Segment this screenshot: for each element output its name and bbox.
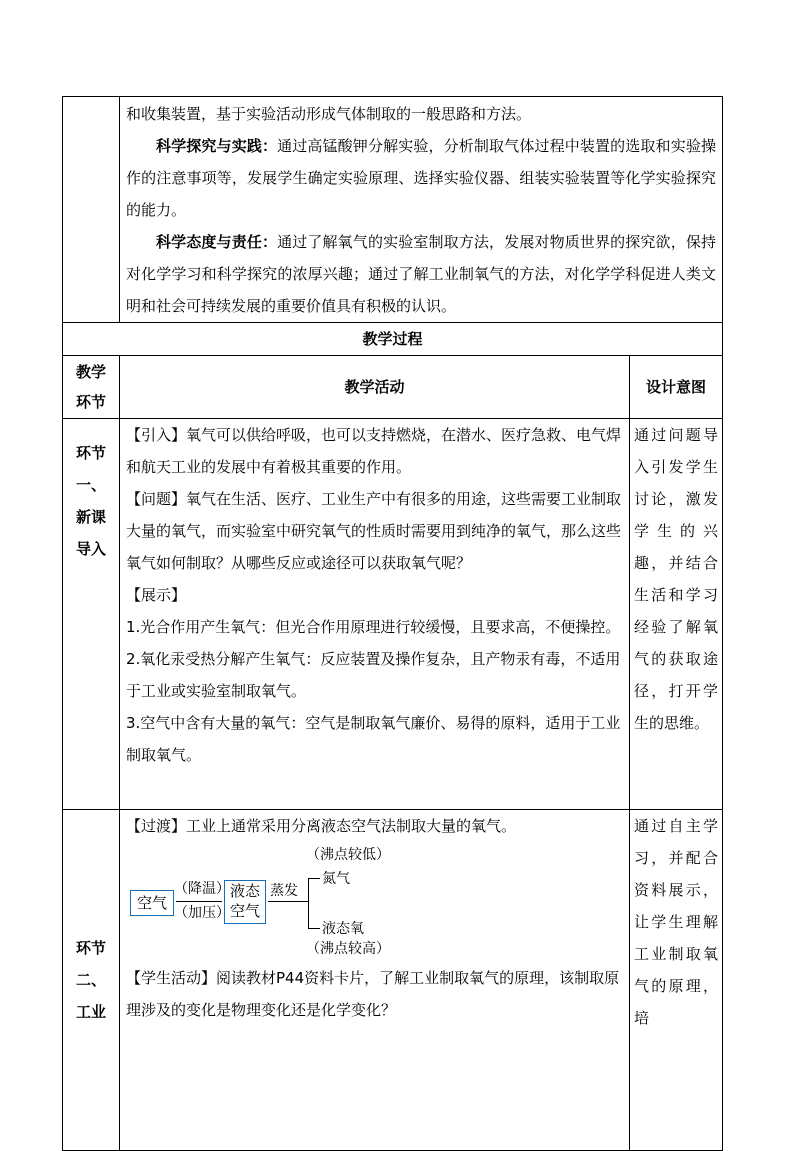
objectives-row — [63, 97, 723, 323]
diagram-cond-pressure: （加压） — [174, 905, 230, 921]
diagram-evaporate-line — [268, 901, 308, 902]
section1-activity-cell — [120, 419, 630, 810]
section1-line-item3: 3.空气中含有大量的氧气：空气是制取氧气廉价、易得的原料，适用于工业制取氧气。 — [126, 714, 621, 764]
lesson-plan-page — [62, 96, 722, 1151]
section1-line-intro: 【引入】氧气可以供给呼吸，也可以支持燃烧，在潜水、医疗急救、电气焊和航天工业的发展中有着极其重要的作用。 — [126, 426, 622, 476]
diagram-nitrogen: 氮气 — [322, 871, 350, 887]
diagram-air-box: 空气 — [130, 890, 174, 916]
diagram-branch-vertical — [308, 878, 309, 928]
diagram-high-boiling: （沸点较高） — [306, 941, 390, 957]
diagram-liquid-oxygen: 液态氧 — [322, 921, 364, 937]
objective-text-1: 和收集装置，基于实验活动形成气体制取的一般思路和方法。 — [126, 105, 532, 123]
diagram-liquid-air-box — [224, 880, 266, 924]
objectives-cell — [120, 97, 723, 323]
section1-stage: 环节一、新课导入 — [63, 419, 120, 810]
diagram-low-boiling: （沸点较低） — [306, 847, 390, 863]
section2-row — [63, 810, 723, 1151]
section1-line-show: 【展示】 — [126, 586, 187, 604]
air-separation-diagram — [120, 842, 629, 962]
header-activity: 教学活动 — [120, 356, 630, 419]
lesson-table — [62, 96, 723, 1151]
section1-line-item1: 1.光合作用产生氧气：但光合作用原理进行较缓慢，且要求高，不便操控。 — [126, 618, 621, 636]
section1-line-question: 【问题】氧气在生活、医疗、工业生产中有很多的用途，这些需要工业制取大量的氧气，而实验室中研究氧气的性质时需要用到纯净的氧气，那么这些氧气如何制取？从哪些反应或途径可以获取氧气呢？ — [126, 490, 622, 572]
diagram-cond-cool: （降温） — [174, 881, 230, 897]
diagram-branch-bottom — [308, 928, 320, 929]
objective-science-inquiry — [120, 130, 722, 226]
objectives-empty-cell — [63, 97, 120, 323]
section1-line-item2: 2.氧化汞受热分解产生氧气：反应装置及操作复杂，且产物汞有毒，不适用于工业或实验室制取氧气。 — [126, 650, 621, 700]
header-intent: 设计意图 — [630, 356, 723, 419]
section2-student-activity: 【学生活动】阅读教材P44资料卡片，了解工业制取氧气的原理，该制取原理涉及的变化是物理变化还是化学变化？ — [126, 969, 620, 1019]
header-stage: 教学环节 — [63, 356, 120, 419]
diagram-liquid-air-1: 液态 — [229, 882, 260, 900]
process-title: 教学过程 — [63, 323, 723, 356]
diagram-arrow-line — [176, 901, 222, 902]
objective-label-inquiry: 科学探究与实践： — [156, 137, 278, 155]
section2-activity-cell — [120, 810, 630, 1151]
section2-intent: 通过自主学习，并配合资料展示，让学生理解工业制取氧气的原理，培 — [630, 810, 723, 1151]
process-title-row — [63, 323, 723, 356]
section2-stage: 环节二、工业 — [63, 810, 120, 1151]
diagram-branch-top — [308, 878, 320, 879]
diagram-evaporate: 蒸发 — [270, 883, 298, 899]
objective-science-attitude — [120, 226, 722, 322]
section1-intent: 通过问题导入引发学生讨论，激发学生的兴趣，并结合生活和学习经验了解氧气的获取途径，打开学生的思维。 — [630, 419, 723, 810]
section2-transition: 【过渡】工业上通常采用分离液态空气法制取大量的氧气。 — [126, 817, 517, 835]
header-row — [63, 356, 723, 419]
diagram-liquid-air-2: 空气 — [229, 902, 260, 920]
objective-text-attitude: 通过了解氧气的实验室制取方法，发展对物质世界的探究欲，保持对化学学习和科学探究的浓厚兴趣；通过了解工业制氧气的方法，对化学学科促进人类文明和社会可持续发展的重要价值具有积极的认识。 — [126, 233, 716, 315]
objective-label-attitude: 科学态度与责任： — [156, 233, 278, 251]
objective-text-inquiry: 通过高锰酸钾分解实验，分析制取气体过程中装置的选取和实验操作的注意事项等，发展学生确定实验原理、选择实验仪器、组装实验装置等化学实验探究的能力。 — [126, 137, 716, 219]
section1-row — [63, 419, 723, 810]
